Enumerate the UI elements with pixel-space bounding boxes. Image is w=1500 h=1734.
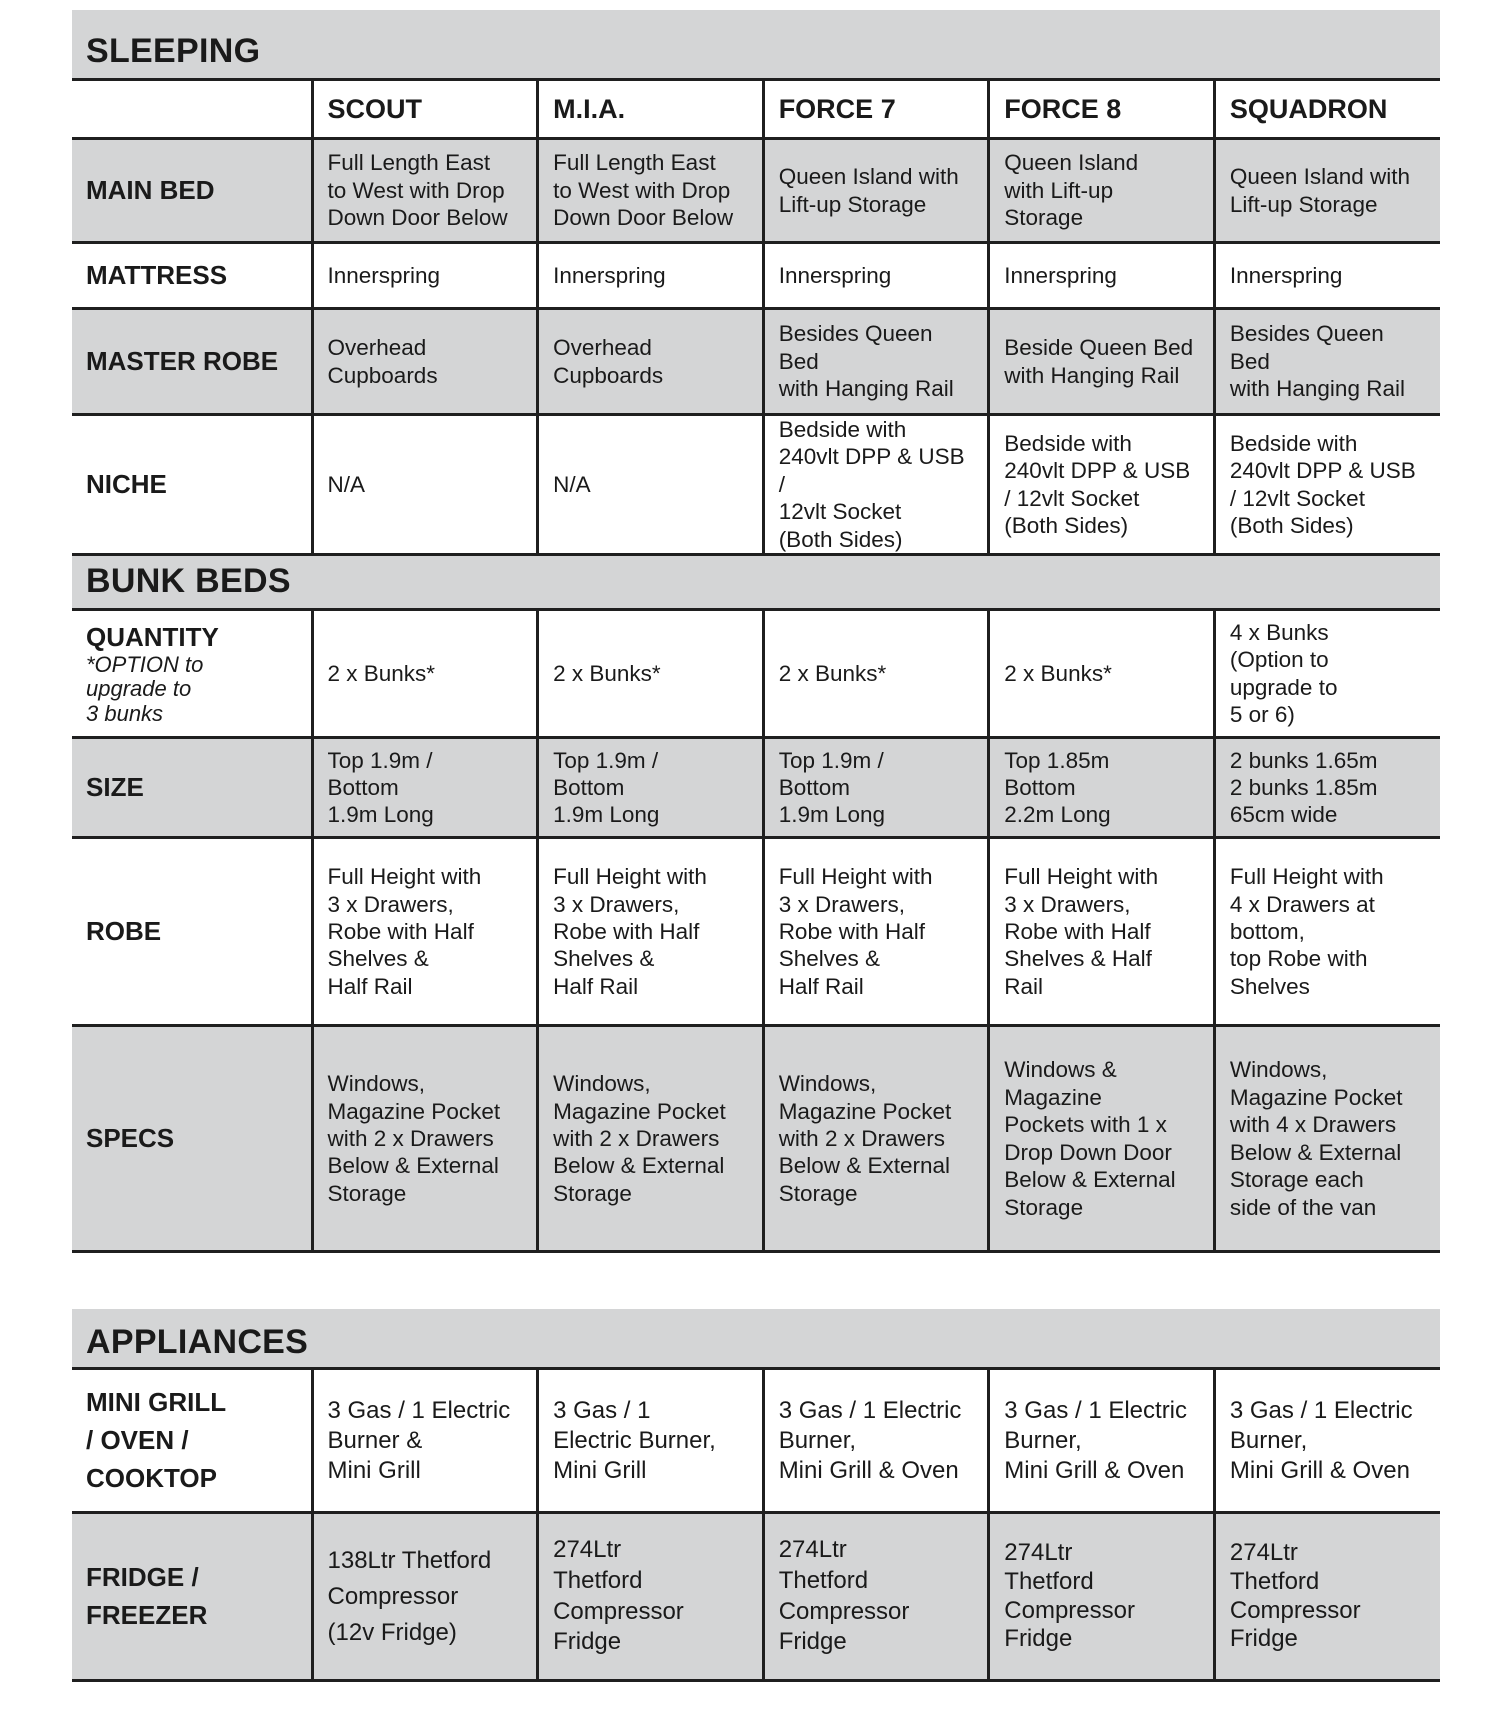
model-header: FORCE 7	[763, 80, 989, 139]
row-label: MAIN BED	[72, 139, 312, 243]
cell: 3 Gas / 1 Electric Burner, Mini Grill & Oven	[763, 1369, 989, 1513]
cell: Innerspring	[989, 243, 1215, 309]
appliances-table	[72, 1309, 1440, 1682]
row-main-bed	[72, 139, 1440, 243]
cell: Windows, Magazine Pocket with 2 x Drawers Below & External Storage	[538, 1026, 764, 1252]
section-title: SLEEPING	[72, 10, 1440, 80]
cell: Bedside with 240vlt DPP & USB / 12vlt Socket (Both Sides)	[989, 415, 1215, 555]
row-cooktop	[72, 1369, 1440, 1513]
cell: Top 1.9m / Bottom 1.9m Long	[312, 738, 538, 838]
cell: 3 Gas / 1 Electric Burner & Mini Grill	[312, 1369, 538, 1513]
cell: Beside Queen Bed with Hanging Rail	[989, 309, 1215, 415]
cell: 2 x Bunks*	[538, 610, 764, 738]
cell: Queen Island with Lift-up Storage	[1214, 139, 1440, 243]
row-mattress	[72, 243, 1440, 309]
row-niche	[72, 415, 1440, 555]
cell: Windows, Magazine Pocket with 2 x Drawers Below & External Storage	[312, 1026, 538, 1252]
cell: 274Ltr Thetford Compressor Fridge	[763, 1513, 989, 1681]
row-label: SPECS	[72, 1026, 312, 1252]
model-header-row	[72, 80, 1440, 139]
cell: 3 Gas / 1 Electric Burner, Mini Grill	[538, 1369, 764, 1513]
cell: Innerspring	[312, 243, 538, 309]
section-gap	[72, 1253, 1440, 1309]
row-fridge	[72, 1513, 1440, 1681]
cell: 274Ltr Thetford Compressor Fridge	[1214, 1513, 1440, 1681]
row-label: MATTRESS	[72, 243, 312, 309]
row-label-note: *OPTION to upgrade to 3 bunks	[86, 652, 204, 726]
row-label: SIZE	[72, 738, 312, 838]
cell: Overhead Cupboards	[312, 309, 538, 415]
row-label: MASTER ROBE	[72, 309, 312, 415]
row-label	[72, 610, 312, 738]
row-quantity	[72, 610, 1440, 738]
cell: Besides Queen Bed with Hanging Rail	[1214, 309, 1440, 415]
cell: 274Ltr Thetford Compressor Fridge	[538, 1513, 764, 1681]
section-sleeping	[72, 10, 1440, 80]
model-header: FORCE 8	[989, 80, 1215, 139]
cell: 274Ltr Thetford Compressor Fridge	[989, 1513, 1215, 1681]
cell: Innerspring	[1214, 243, 1440, 309]
row-label: NICHE	[72, 415, 312, 555]
cell: Top 1.9m / Bottom 1.9m Long	[538, 738, 764, 838]
cell: Top 1.9m / Bottom 1.9m Long	[763, 738, 989, 838]
row-master-robe	[72, 309, 1440, 415]
cell: 2 x Bunks*	[312, 610, 538, 738]
cell: Full Height with 3 x Drawers, Robe with Half Shelves & Half Rail	[763, 838, 989, 1026]
cell: Top 1.85m Bottom 2.2m Long	[989, 738, 1215, 838]
row-label: MINI GRILL / OVEN / COOKTOP	[72, 1369, 312, 1513]
row-robe	[72, 838, 1440, 1026]
cell: Windows, Magazine Pocket with 2 x Drawers Below & External Storage	[763, 1026, 989, 1252]
cell: Windows, Magazine Pocket with 4 x Drawers Below & External Storage each side of the van	[1214, 1026, 1440, 1252]
cell: N/A	[538, 415, 764, 555]
corner-cell	[72, 80, 312, 139]
cell: 3 Gas / 1 Electric Burner, Mini Grill & Oven	[989, 1369, 1215, 1513]
spec-sheet	[72, 10, 1440, 1682]
cell: Full Height with 3 x Drawers, Robe with Half Shelves & Half Rail	[989, 838, 1215, 1026]
section-title: APPLIANCES	[72, 1309, 1440, 1369]
cell: Full Length East to West with Drop Down Door Below	[538, 139, 764, 243]
cell: Innerspring	[763, 243, 989, 309]
cell: Overhead Cupboards	[538, 309, 764, 415]
section-bunk-beds	[72, 555, 1440, 610]
cell: 138Ltr Thetford Compressor (12v Fridge)	[312, 1513, 538, 1681]
model-header: SQUADRON	[1214, 80, 1440, 139]
cell: Full Height with 3 x Drawers, Robe with Half Shelves & Half Rail	[538, 838, 764, 1026]
cell: 2 x Bunks*	[989, 610, 1215, 738]
cell: 2 bunks 1.65m 2 bunks 1.85m 65cm wide	[1214, 738, 1440, 838]
cell: Innerspring	[538, 243, 764, 309]
cell: Bedside with 240vlt DPP & USB / 12vlt Socket (Both Sides)	[1214, 415, 1440, 555]
cell: N/A	[312, 415, 538, 555]
row-size	[72, 738, 1440, 838]
cell: Windows & Magazine Pockets with 1 x Drop Down Door Below & External Storage	[989, 1026, 1215, 1252]
cell: Besides Queen Bed with Hanging Rail	[763, 309, 989, 415]
cell: Queen Island with Lift-up Storage	[763, 139, 989, 243]
cell: 4 x Bunks (Option to upgrade to 5 or 6)	[1214, 610, 1440, 738]
cell: Full Height with 3 x Drawers, Robe with Half Shelves & Half Rail	[312, 838, 538, 1026]
row-specs	[72, 1026, 1440, 1252]
model-header: SCOUT	[312, 80, 538, 139]
cell: 2 x Bunks*	[763, 610, 989, 738]
cell: 3 Gas / 1 Electric Burner, Mini Grill & Oven	[1214, 1369, 1440, 1513]
sleeping-table	[72, 10, 1440, 1253]
cell: Queen Island with Lift-up Storage	[989, 139, 1215, 243]
row-label: FRIDGE / FREEZER	[72, 1513, 312, 1681]
model-header: M.I.A.	[538, 80, 764, 139]
section-title: BUNK BEDS	[72, 555, 1440, 610]
cell: Bedside with 240vlt DPP & USB / 12vlt Socket (Both Sides)	[763, 415, 989, 555]
cell: Full Length East to West with Drop Down Door Below	[312, 139, 538, 243]
cell: Full Height with 4 x Drawers at bottom, top Robe with Shelves	[1214, 838, 1440, 1026]
section-appliances	[72, 1309, 1440, 1369]
row-label: ROBE	[72, 838, 312, 1026]
row-label-text: QUANTITY	[86, 621, 219, 652]
